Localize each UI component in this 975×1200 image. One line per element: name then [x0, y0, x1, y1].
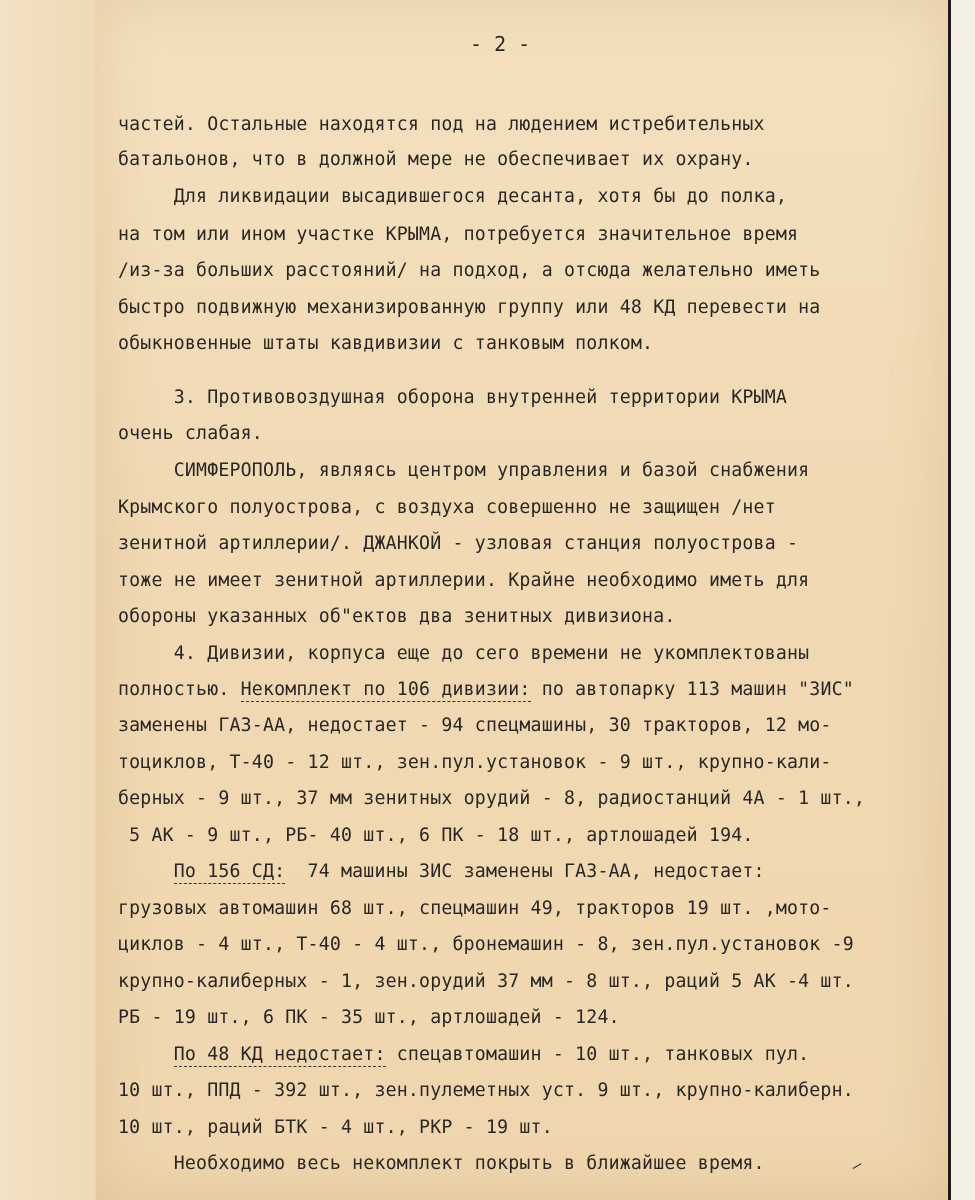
text-fragment: [118, 1044, 174, 1065]
text-line: частей. Остальные находятся под на людением истребительных: [118, 114, 765, 135]
text-line: /из-за больших расстояний/ на подход, а отсюда желательно иметь: [118, 260, 821, 281]
text-line: Для ликвидации высадившегося десанта, хотя бы до полка,: [118, 186, 787, 207]
underlined-heading: Некомплект по 106 дивизии:: [240, 679, 531, 700]
page-number: - 2 -: [470, 32, 531, 56]
text-line: [118, 861, 765, 882]
text-line: тоциклов, Т-40 - 12 шт., зен.пул.установок - 9 шт., крупно-кали-: [118, 752, 832, 773]
text-fragment: полностью.: [118, 679, 241, 700]
left-page-margin: [0, 0, 97, 1200]
text-line: [118, 1044, 809, 1065]
text-line: грузовых автомашин 68 шт., спецмашин 49, тракторов 19 шт. ,мото-: [118, 898, 832, 919]
text-line: очень слабая.: [118, 423, 263, 444]
underlined-heading: По 48 КД недостает:: [173, 1044, 386, 1065]
text-line: РБ - 19 шт., 6 ПК - 35 шт., артлошадей - 124.: [118, 1007, 620, 1028]
text-fragment: 74 машины ЗИС заменены ГАЗ-АА, недостает:: [285, 861, 765, 882]
text-fragment: спецавтомашин - 10 шт., танковых пул.: [385, 1044, 810, 1065]
text-line: батальонов, что в должной мере не обеспечивает их охрану.: [118, 149, 754, 170]
underlined-heading: По 156 СД:: [173, 861, 286, 882]
handwritten-check-mark: ⸝: [850, 1148, 867, 1175]
text-line: заменены ГАЗ-АА, недостает - 94 спецмашины, 30 тракторов, 12 мо-: [118, 715, 832, 736]
text-line: СИМФЕРОПОЛЬ, являясь центром управления и базой снабжения: [118, 460, 810, 481]
text-line: быстро подвижную механизированную группу или 48 КД перевести на: [118, 297, 821, 318]
page-edge-border: [948, 0, 975, 1200]
text-line: [118, 679, 854, 700]
text-line: крупно-калиберных - 1, зен.орудий 37 мм - 8 шт., раций 5 АК -4 шт.: [118, 971, 854, 992]
text-line: 10 шт., раций БТК - 4 шт., РКР - 19 шт.: [118, 1117, 553, 1138]
text-fragment: по автопарку 113 машин "ЗИС": [530, 679, 854, 700]
text-line: циклов - 4 шт., Т-40 - 4 шт., бронемашин - 8, зен.пул.установок -9: [118, 934, 854, 955]
text-line: 5 АК - 9 шт., РБ- 40 шт., 6 ПК - 18 шт., артлошадей 194.: [118, 825, 754, 846]
text-line: на том или ином участке КРЫМА, потребуется значительное время: [118, 224, 799, 245]
text-line: зенитной артиллерии/. ДЖАНКОЙ - узловая станция полуострова -: [118, 533, 799, 554]
text-line: 3. Противовоздушная оборона внутренней территории КРЫМА: [118, 387, 787, 408]
text-line: 10 шт., ППД - 392 шт., зен.пулеметных уст. 9 шт., крупно-калиберн.: [118, 1080, 854, 1101]
text-line: Необходимо весь некомплект покрыть в ближайшее время.: [118, 1153, 765, 1174]
text-line: Крымского полуострова, с воздуха совершенно не защищен /нет: [118, 497, 776, 518]
text-fragment: [118, 861, 174, 882]
text-line: берных - 9 шт., 37 мм зенитных орудий - 8, радиостанций 4А - 1 шт.,: [118, 788, 866, 809]
text-line: обыкновенные штаты кавдивизии с танковым полком.: [118, 333, 654, 354]
text-line: обороны указанных об"ектов два зенитных дивизиона.: [118, 606, 676, 627]
text-line: 4. Дивизии, корпуса еще до сего времени не укомплектованы: [118, 643, 810, 664]
text-line: тоже не имеет зенитной артиллерии. Крайне необходимо иметь для: [118, 570, 810, 591]
